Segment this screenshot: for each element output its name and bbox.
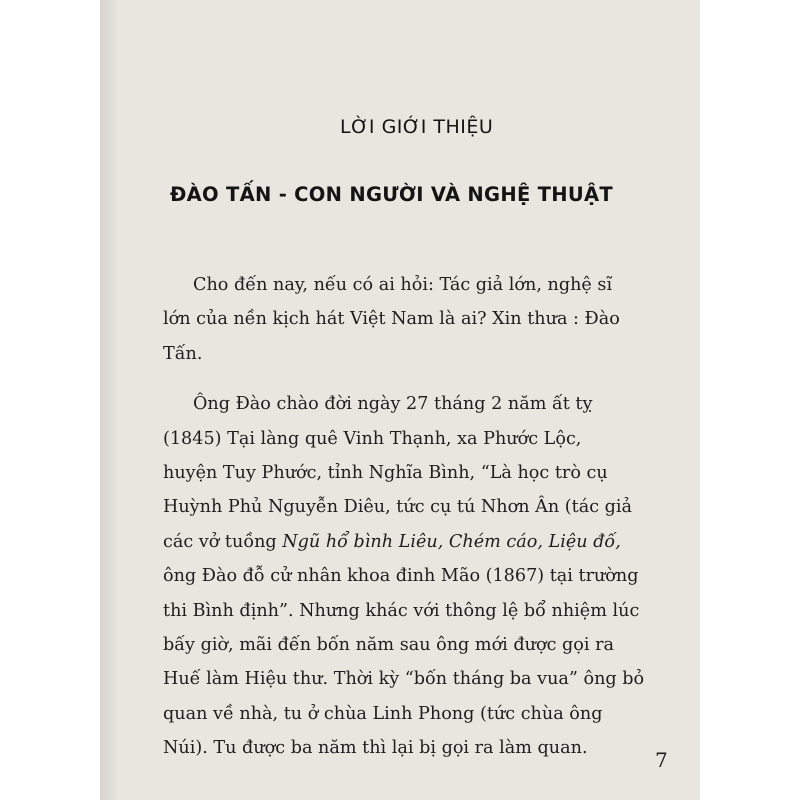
italic-work-titles: Ngũ hổ bình Liêu, Chém cáo, Liệu đố,: [282, 531, 621, 552]
text-segment: các vở tuồng: [163, 531, 283, 552]
text-line: quan về nhà, tu ở chùa Linh Phong (tức chùa ông: [163, 703, 603, 724]
text-line: Núi). Tu được ba năm thì lại bị gọi ra làm quan.: [163, 738, 588, 759]
text-line: lớn của nền kịch hát Việt Nam là ai? Xin thưa : Đào: [163, 309, 620, 330]
text-line: ông Đào đỗ cử nhân khoa đinh Mão (1867) tại trường: [163, 566, 639, 587]
text-line: Huỳnh Phủ Nguyễn Diêu, tức cụ tú Nhơn Ân (tác giả: [163, 497, 633, 518]
book-page: [100, 0, 700, 800]
text-line: Tấn.: [163, 343, 203, 364]
text-line: [163, 525, 673, 559]
section-label: LỜI GIỚI THIỆU: [340, 116, 494, 138]
paragraph-1: [163, 268, 673, 371]
text-line: huyện Tuy Phước, tỉnh Nghĩa Bình, “Là học trò cụ: [163, 463, 608, 484]
text-line: thi Bình định”. Nhưng khác với thông lệ bổ nhiệm lúc: [163, 600, 640, 621]
text-line: bấy giờ, mãi đến bốn năm sau ông mới được gọi ra: [163, 635, 615, 656]
page-number: 7: [655, 748, 668, 772]
body-text: [163, 268, 673, 766]
text-line: (1845) Tại làng quê Vinh Thạnh, xa Phước Lộc,: [163, 428, 582, 449]
chapter-title: ĐÀO TẤN - CON NGƯỜI VÀ NGHỆ THUẬT: [170, 183, 614, 206]
text-line: Ông Đào chào đời ngày 27 tháng 2 năm ất tỵ: [193, 394, 593, 415]
text-line: Huế làm Hiệu thư. Thời kỳ “bốn tháng ba vua” ông bỏ: [163, 669, 645, 690]
text-line: Cho đến nay, nếu có ai hỏi: Tác giả lớn, nghệ sĩ: [193, 275, 613, 295]
page-gutter-shadow: [100, 0, 120, 800]
paragraph-2: [163, 387, 673, 765]
